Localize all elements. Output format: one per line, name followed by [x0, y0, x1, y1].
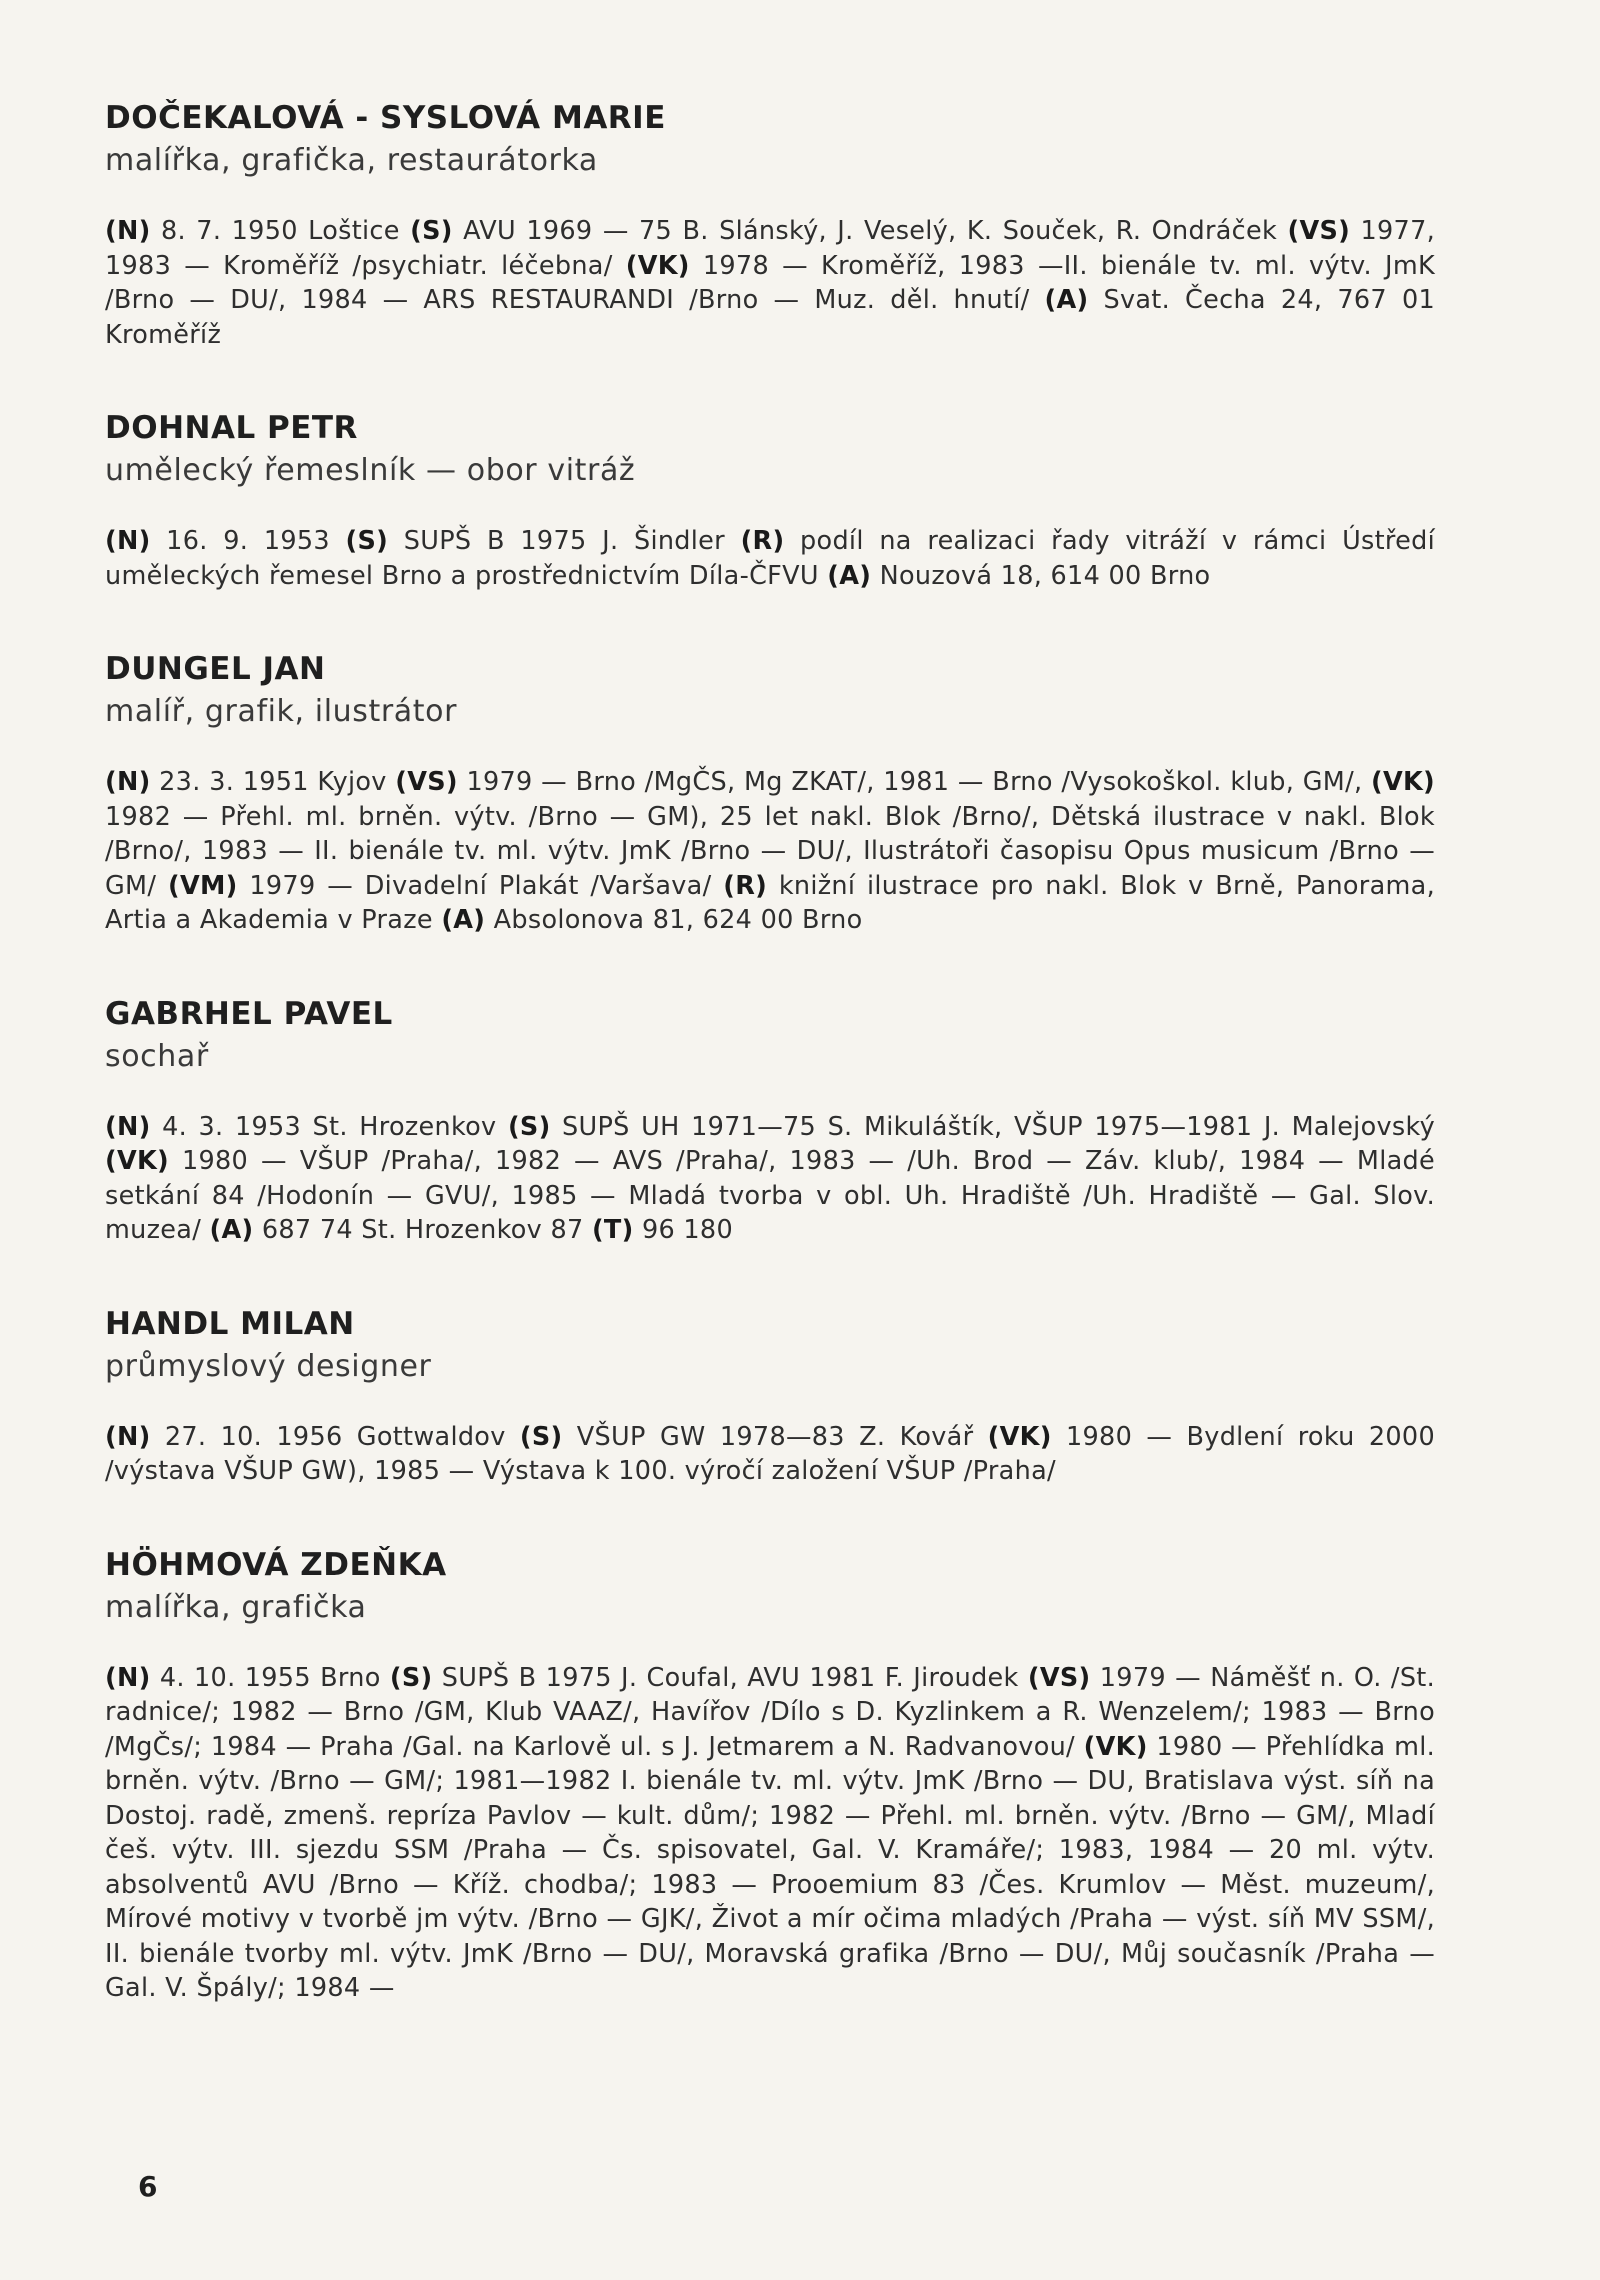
entry-name: GABRHEL PAVEL [105, 995, 393, 1032]
field-code: (VK) [1083, 1731, 1148, 1762]
entry-role: malířka, grafička [105, 1589, 367, 1625]
entry [105, 408, 1435, 593]
entry [105, 649, 1435, 938]
field-code: (VK) [625, 250, 690, 281]
field-text: Absolonova 81, 624 00 Brno [485, 905, 863, 935]
field-text: 8. 7. 1950 Loštice [150, 216, 411, 246]
entry-body [105, 1110, 1435, 1248]
field-text: 1979 — Náměšť n. O. /St. radnice/; 1982 — Brno /GM, Klub VAAZ/, Havířov /Dílo s D. Kyzlinkem a R. Wenzelem/; 1983 — Brno /MgČs/; 1984 — Praha /Gal. na Karlově ul. s J. Jetmarem a N. Radvanovou/ [105, 1662, 1436, 1762]
field-text: 27. 10. 1956 Gottwaldov [150, 1421, 520, 1452]
field-text: 1978 — Kroměříž, 1983 —II. bienále tv. ml. výtv. JmK /Brno — DU/, 1984 — ARS RESTAURANDI /Brno — Muz. děl. hnutí/ [105, 250, 1435, 315]
field-code: (S) [519, 1421, 563, 1452]
field-text: 1977, 1983 — Kroměříž /psychiatr. léčebna/ [105, 216, 1436, 281]
field-text: 1982 — Přehl. ml. brněn. výtv. /Brno — GM), 25 let nakl. Blok /Brno/, Dětská ilustrace v nakl. Blok /Brno/, 1983 — II. bienále tv. ml. výtv. JmK /Brno — DU/, Ilustrátoři časopisu Opus musicum /Brno — GM/ [105, 801, 1435, 901]
field-text: 4. 10. 1955 Brno [150, 1662, 390, 1693]
field-text: SUPŠ UH 1971—75 S. Mikuláštík, VŠUP 1975—1981 J. Malejovský [550, 1111, 1435, 1142]
field-text: 96 180 [633, 1215, 733, 1245]
document-page [105, 98, 1435, 2062]
entry [105, 98, 1435, 352]
field-code: (VS) [1287, 216, 1351, 246]
field-code: (N) [105, 767, 151, 797]
field-code: (S) [507, 1111, 551, 1142]
field-text: 1980 — Bydlení roku 2000 /výstava VŠUP GW), 1985 — Výstava k 100. výročí založení VŠUP /Praha/ [105, 1421, 1435, 1486]
entry-role: průmyslový designer [105, 1348, 432, 1384]
entry-body [105, 1661, 1435, 2006]
entry-body [105, 524, 1435, 593]
field-code: (VK) [987, 1421, 1052, 1452]
field-text: 1979 — Divadelní Plakát /Varšava/ [237, 870, 724, 901]
field-code: (N) [105, 526, 151, 556]
field-code: (S) [410, 216, 453, 246]
field-code: (A) [1044, 285, 1089, 315]
field-code: (VK) [1370, 767, 1435, 797]
entry-name: DOHNAL PETR [105, 410, 358, 446]
field-text: 16. 9. 1953 [150, 526, 346, 556]
field-code: (VK) [105, 1146, 170, 1176]
field-code: (A) [441, 905, 486, 935]
entry-body [105, 214, 1435, 352]
field-code: (N) [105, 1111, 151, 1142]
field-code: (N) [105, 216, 151, 246]
entry-role: sochař [105, 1038, 209, 1074]
field-code: (VM) [168, 870, 238, 901]
field-code: (VS) [395, 767, 458, 797]
field-text: 1980 — Přehlídka ml. brněn. výtv. /Brno — GM/; 1981—1982 I. bienále tv. ml. výtv. JmK /Brno — DU, Bratislava výst. síň na Dostoj. radě, zmenš. repríza Pavlov — kult. dům/; 1982 — Přehl. ml. brněn. výtv. /Brno — GM/, Mladí češ. výtv. III. sjezdu SSM /Praha — Čs. spisovatel, Gal. V. Kramáře/; 1983, 1984 — 20 ml. výtv. absolventů AVU /Brno — Kříž. chodba/; 1983 — Prooemium 83 /Čes. Krumlov — Měst. muzeum/, Mírové motivy v tvorbě jm výtv. /Brno — GJK/, Život a mír očima mladých /Praha — výst. síň MV SSM/, II. bienále tvorby ml. výtv. JmK /Brno — DU/, Moravská grafika /Brno — DU/, Můj současník /Praha — Gal. V. Špály/; 1984 — [105, 1731, 1435, 2003]
field-code: (A) [827, 560, 872, 591]
field-text: Svat. Čecha 24, 767 01 Kroměříž [105, 285, 1435, 350]
field-code: (N) [105, 1421, 151, 1452]
entry-role: umělecký řemeslník — obor vitráž [105, 453, 636, 488]
field-text: 1980 — VŠUP /Praha/, 1982 — AVS /Praha/, 1983 — /Uh. Brod — Záv. klub/, 1984 — Mladé setkání 84 /Hodonín — GVU/, 1985 — Mladá tvorba v obl. Uh. Hradiště /Uh. Hradiště — Gal. Slov. muzea/ [105, 1146, 1435, 1245]
field-code: (VS) [1027, 1662, 1091, 1693]
field-text: VŠUP GW 1978—83 Z. Kovář [562, 1421, 988, 1452]
field-code: (S) [389, 1662, 433, 1693]
field-text: knižní ilustrace pro nakl. Blok v Brně, Panorama, Artia a Akademia v Praze [105, 870, 1435, 935]
entry-body [105, 1420, 1435, 1489]
entry-name: DUNGEL JAN [105, 651, 326, 687]
field-text: Nouzová 18, 614 00 Brno [871, 560, 1211, 591]
field-code: (S) [345, 526, 389, 556]
field-code: (T) [591, 1215, 634, 1245]
field-text: 1979 — Brno /MgČS, Mg ZKAT/, 1981 — Brno /Vysokoškol. klub, GM/, [457, 767, 1371, 797]
field-text: 23. 3. 1951 Kyjov [150, 767, 396, 797]
entries-list [105, 98, 1435, 2006]
field-text: 4. 3. 1953 St. Hrozenkov [150, 1111, 508, 1142]
field-text: 687 74 St. Hrozenkov 87 [253, 1215, 592, 1245]
entry-name: DOČEKALOVÁ - SYSLOVÁ MARIE [105, 100, 666, 136]
field-text: SUPŠ B 1975 J. Šindler [388, 526, 741, 556]
entry [105, 1545, 1435, 2006]
entry-name: HÖHMOVÁ ZDEŇKA [105, 1546, 447, 1583]
field-code: (R) [740, 526, 785, 556]
field-code: (N) [105, 1662, 151, 1693]
entry [105, 994, 1435, 1248]
field-text: SUPŠ B 1975 J. Coufal, AVU 1981 F. Jiroudek [432, 1662, 1028, 1693]
entry-name: HANDL MILAN [105, 1305, 355, 1342]
entry [105, 1304, 1435, 1489]
field-text: AVU 1969 — 75 B. Slánský, J. Veselý, K. Souček, R. Ondráček [452, 216, 1288, 246]
field-text: podíl na realizaci řady vitráží v rámci Ústředí uměleckých řemesel Brno a prostřednictvím Díla-ČFVU [105, 526, 1435, 591]
field-code: (A) [209, 1215, 254, 1245]
entry-body [105, 765, 1435, 938]
field-code: (R) [723, 870, 768, 901]
page-number: 6 [138, 2170, 158, 2203]
entry-role: malířka, grafička, restaurátorka [105, 143, 598, 178]
entry-role: malíř, grafik, ilustrátor [105, 694, 458, 729]
